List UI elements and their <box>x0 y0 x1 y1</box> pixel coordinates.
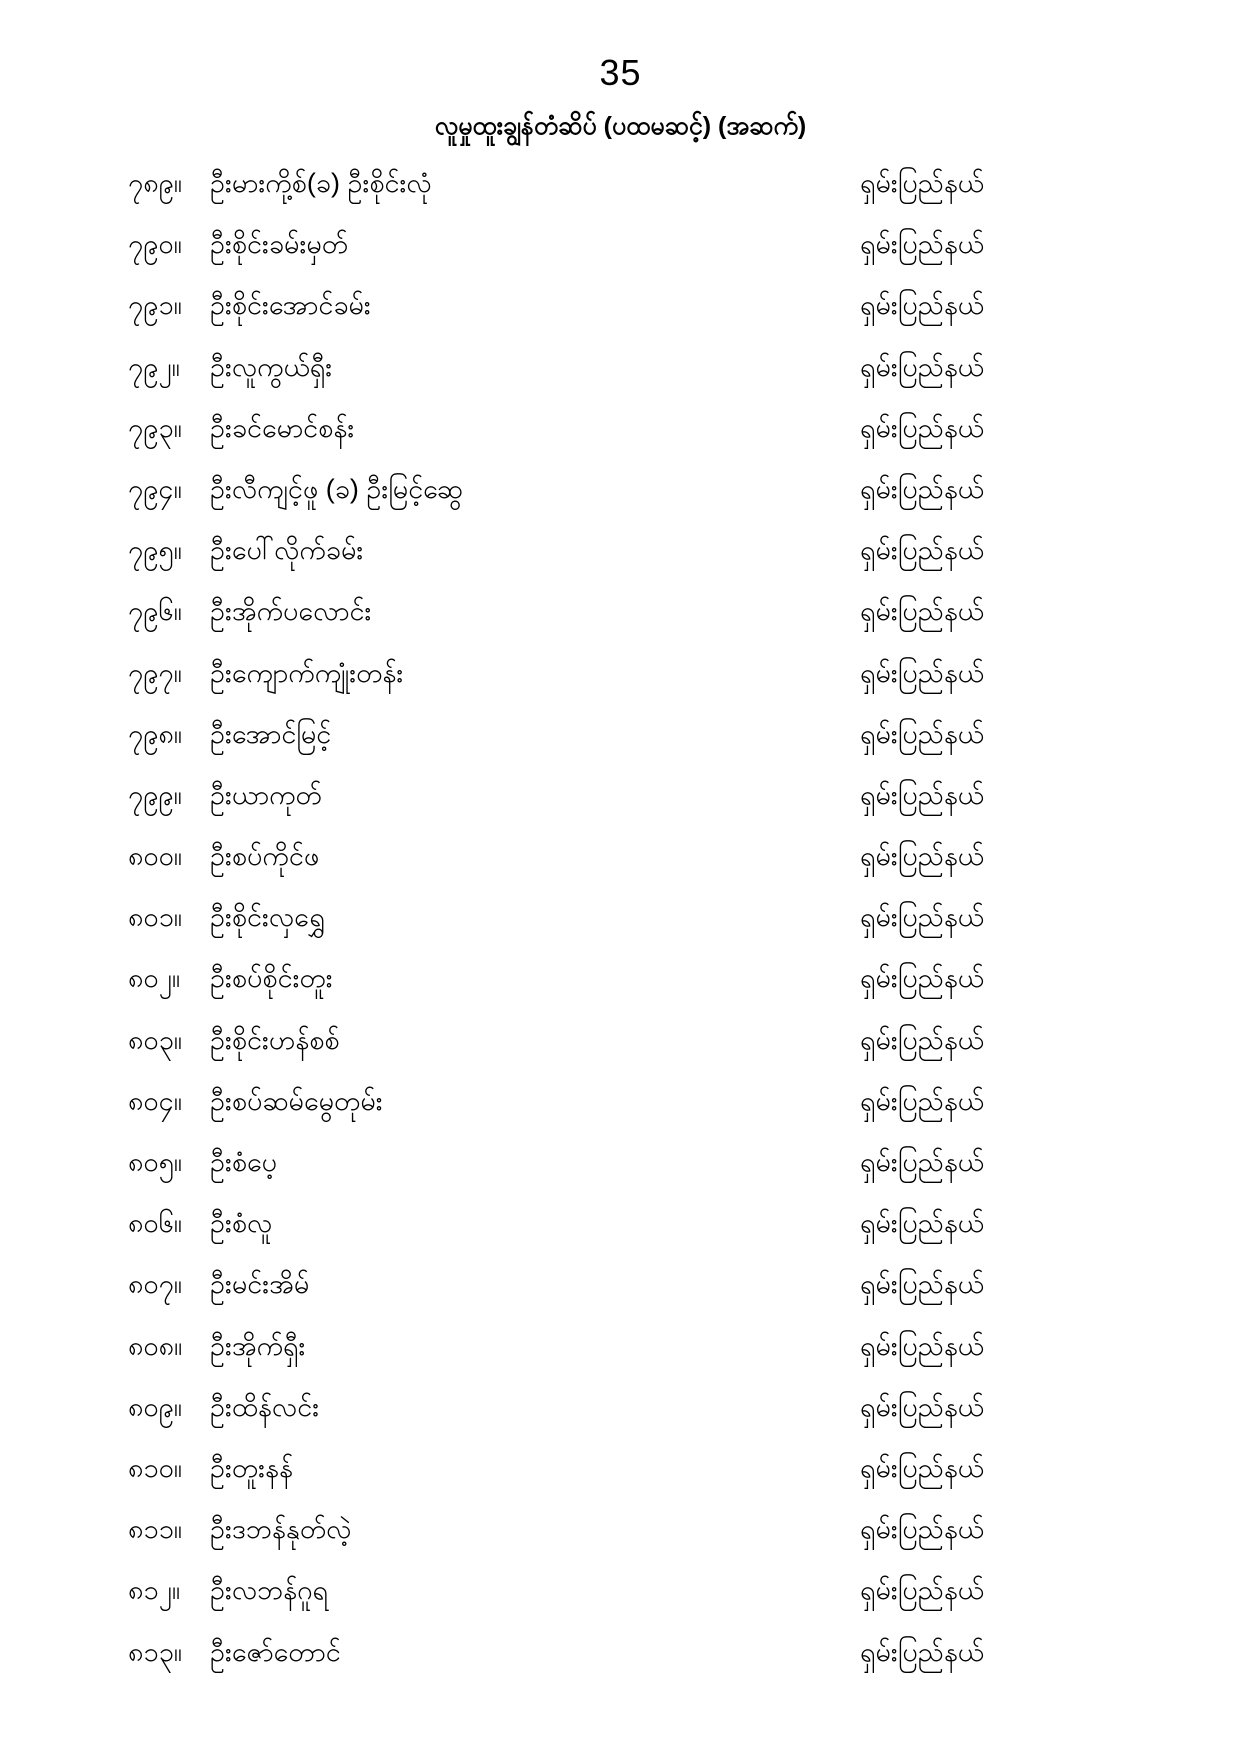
row-name: ဦးမားကို့စ်(ခ) ဦးစိုင်းလုံ <box>210 168 432 198</box>
list-item <box>0 709 1241 770</box>
list-item <box>0 648 1241 709</box>
row-region: ရှမ်းပြည်နယ် <box>860 1208 985 1239</box>
row-number: ၈၀၅။ <box>128 1147 182 1177</box>
row-name: ဦးစပ်ဆမ်မွေတုမ်း <box>210 1085 383 1116</box>
row-number: ၇၉၄။ <box>128 473 182 504</box>
row-number: ၈၀၈။ <box>128 1330 183 1361</box>
row-number: ၇၉၉။ <box>128 779 182 810</box>
row-number: ၈၁၂။ <box>128 1575 181 1606</box>
row-region: ရှမ်းပြည်နယ် <box>860 902 985 933</box>
list-item <box>0 1565 1241 1626</box>
row-number: ၈၁၀။ <box>128 1452 182 1483</box>
list-item <box>0 464 1241 525</box>
row-number: ၈၀၃။ <box>128 1024 182 1055</box>
row-number: ၇၉၈။ <box>128 718 182 749</box>
list-item <box>0 831 1241 892</box>
row-region: ရှမ်းပြည်နယ် <box>860 290 985 321</box>
list-item <box>0 1015 1241 1076</box>
row-name: ဦးအောင်မြင့် <box>210 718 332 749</box>
row-region: ရှမ်းပြည်နယ် <box>860 1514 985 1545</box>
row-region: ရှမ်းပြည်နယ် <box>860 535 985 566</box>
row-number: ၈၀၆။ <box>128 1208 182 1239</box>
row-number: ၇၉၇။ <box>128 657 182 688</box>
row-region: ရှမ်းပြည်နယ် <box>860 779 985 810</box>
row-region: ရှမ်းပြည်နယ် <box>860 1024 985 1055</box>
list-item <box>0 953 1241 1014</box>
row-number: ၈၀၉။ <box>128 1391 182 1422</box>
row-name: ဦးဇော်တောင် <box>210 1636 341 1667</box>
row-number: ၈၀၄။ <box>128 1085 182 1116</box>
row-number: ၇၉၃။ <box>128 412 182 443</box>
row-number: ၇၉၁။ <box>128 290 182 321</box>
row-name: ဦးလူကွယ်ရှီး <box>210 351 333 382</box>
row-name: ဦးအိုက်ရှီး <box>210 1330 306 1361</box>
row-number: ၈၁၃။ <box>128 1636 182 1667</box>
row-name: ဦးခင်မောင်စန်း <box>210 412 355 443</box>
list-item <box>0 1076 1241 1137</box>
row-number: ၈၀၁။ <box>128 902 182 933</box>
row-region: ရှမ်းပြည်နယ် <box>860 229 985 260</box>
page-number: 35 <box>599 52 642 93</box>
row-name: ဦးကျောက်ကျုံးတန်း <box>210 657 404 688</box>
row-region: ရှမ်းပြည်နယ် <box>860 1330 985 1361</box>
row-name: ဦးဒဘန်နုတ်လဲ့ <box>210 1514 352 1545</box>
row-number: ၇၉၅။ <box>128 535 182 566</box>
row-name: ဦးစပ်ကိုင်ဖ <box>210 841 320 872</box>
row-name: ဦးအိုက်ပလောင်း <box>210 596 372 627</box>
row-region: ရှမ်းပြည်နယ် <box>860 718 985 749</box>
list-item <box>0 1382 1241 1443</box>
list-item <box>0 1198 1241 1259</box>
row-region: ရှမ်းပြည်နယ် <box>860 351 985 382</box>
row-name: ဦးစိုင်းခမ်းမှတ် <box>210 229 349 260</box>
page-title: လူမှုထူးချွန်တံဆိပ် (ပထမဆင့်) (အဆက်) <box>434 112 807 140</box>
row-region: ရှမ်းပြည်နယ် <box>860 1452 985 1483</box>
row-name: ဦးစိုင်းလှရွှေ <box>210 902 325 933</box>
row-name: ဦးမင်းအိမ် <box>210 1269 310 1300</box>
row-name: ဦးစိုင်းအောင်ခမ်း <box>210 290 371 321</box>
list-item <box>0 219 1241 280</box>
row-number: ၇၉၂။ <box>128 351 180 382</box>
list-item <box>0 1259 1241 1320</box>
row-number: ၇၉၆။ <box>128 596 182 627</box>
row-region: ရှမ်းပြည်နယ် <box>860 963 985 994</box>
row-name: ဦးယာကုတ် <box>210 779 322 810</box>
list-item <box>0 158 1241 219</box>
list-item <box>0 1504 1241 1565</box>
row-name: ဦးပေါ်လိုက်ခမ်း <box>210 535 364 566</box>
row-region: ရှမ်းပြည်နယ် <box>860 1636 985 1667</box>
row-name: ဦးစံလူ <box>210 1208 273 1239</box>
row-name: ဦးစိုင်းဟန်စစ် <box>210 1024 340 1055</box>
list-item <box>0 1443 1241 1504</box>
row-number: ၇၉၀။ <box>128 229 182 260</box>
row-name: ဦးစံပေ့ <box>210 1147 278 1177</box>
list-item <box>0 586 1241 647</box>
list-item <box>0 525 1241 586</box>
row-number: ၈၀၀။ <box>128 841 182 872</box>
list-item <box>0 770 1241 831</box>
row-region: ရှမ်းပြည်နယ် <box>860 168 985 198</box>
row-region: ရှမ်းပြည်နယ် <box>860 473 985 504</box>
list-item <box>0 403 1241 464</box>
row-number: ၈၀၂။ <box>128 963 181 994</box>
row-name: ဦးလီကျင့်ဖူ (ခ) ဦးမြင့်ဆွေ <box>210 473 463 504</box>
row-region: ရှမ်းပြည်နယ် <box>860 1575 985 1606</box>
award-list <box>0 158 1241 1688</box>
row-number: ၈၁၁။ <box>128 1514 182 1545</box>
list-item <box>0 1627 1241 1688</box>
row-number: ၇၈၉။ <box>128 168 182 198</box>
row-region: ရှမ်းပြည်နယ် <box>860 841 985 872</box>
row-region: ရှမ်းပြည်နယ် <box>860 596 985 627</box>
row-region: ရှမ်းပြည်နယ် <box>860 1147 985 1177</box>
row-name: ဦးစပ်စိုင်းတူး <box>210 963 333 994</box>
list-item <box>0 892 1241 953</box>
list-item <box>0 280 1241 341</box>
list-item <box>0 342 1241 403</box>
list-item <box>0 1321 1241 1382</box>
row-region: ရှမ်းပြည်နယ် <box>860 1085 985 1116</box>
row-name: ဦးထိန်လင်း <box>210 1391 320 1422</box>
row-name: ဦးတူးနန် <box>210 1452 293 1483</box>
row-name: ဦးလဘန်ဂူရ <box>210 1575 329 1606</box>
row-number: ၈၀၇။ <box>128 1269 182 1300</box>
row-region: ရှမ်းပြည်နယ် <box>860 1391 985 1422</box>
list-item <box>0 1137 1241 1198</box>
row-region: ရှမ်းပြည်နယ် <box>860 1269 985 1300</box>
row-region: ရှမ်းပြည်နယ် <box>860 412 985 443</box>
row-region: ရှမ်းပြည်နယ် <box>860 657 985 688</box>
